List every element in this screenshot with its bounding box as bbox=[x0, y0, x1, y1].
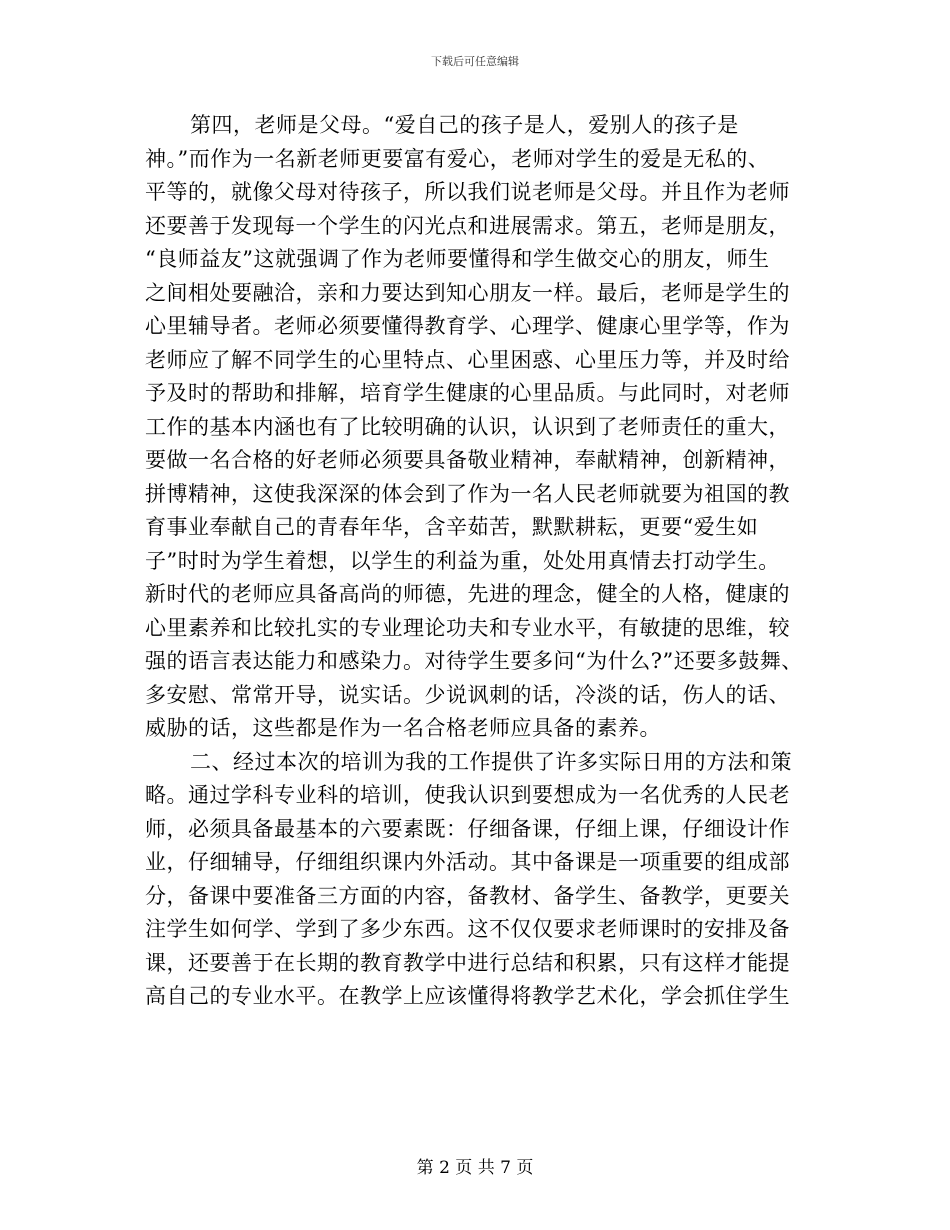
text-line: 二、经过本次的培训为我的工作提供了许多实际日用的方法和策 bbox=[190, 750, 792, 774]
page-footer: 第 2 页 共 7 页 bbox=[416, 1158, 534, 1178]
text-line: 新时代的老师应具备高尚的师德，先进的理念，健全的人格，健康的 bbox=[145, 582, 790, 606]
text-line: 育事业奉献自己的青春年华，含辛茹苦，默默耕耘，更要“爱生如 bbox=[145, 515, 759, 539]
text-line: 平等的，就像父母对待孩子，所以我们说老师是父母。并且作为老师 bbox=[145, 180, 790, 204]
text-line: 多安慰、常常开导，说实话。少说讽刺的话，冷淡的话，伤人的话、 bbox=[145, 683, 790, 707]
text-line: 分，备课中要准备三方面的内容，备教材、备学生、备教学，更要关 bbox=[145, 884, 790, 908]
text-line: 子”时时为学生着想，以学生的利益为重，处处用真情去打动学生。 bbox=[145, 549, 780, 573]
text-line: 课，还要善于在长期的教育教学中进行总结和积累，只有这样才能提 bbox=[145, 951, 790, 975]
text-line: 威胁的话，这些都是作为一名合格老师应具备的素养。 bbox=[145, 716, 661, 740]
text-line: 拼博精神，这使我深深的体会到了作为一名人民老师就要为祖国的教 bbox=[145, 482, 790, 506]
text-line: 予及时的帮助和排解，培育学生健康的心里品质。与此同时，对老师 bbox=[145, 381, 790, 405]
text-line: 略。通过学科专业科的培训，使我认识到要想成为一名优秀的人民老 bbox=[145, 783, 790, 807]
text-line: “良师益友”这就强调了作为老师要懂得和学生做交心的朋友，师生 bbox=[145, 247, 770, 271]
text-line: 还要善于发现每一个学生的闪光点和进展需求。第五，老师是朋友， bbox=[145, 214, 790, 238]
text-line: 之间相处要融洽，亲和力要达到知心朋友一样。最后，老师是学生的 bbox=[145, 281, 790, 305]
text-line: 要做一名合格的好老师必须要具备敬业精神，奉献精神，创新精神， bbox=[145, 448, 790, 472]
page-header: 下载后可任意编辑 bbox=[431, 55, 519, 68]
text-line: 业，仔细辅导，仔细组织课内外活动。其中备课是一项重要的组成部 bbox=[145, 850, 790, 874]
text-line: 注学生如何学、学到了多少东西。这不仅仅要求老师课时的安排及备 bbox=[145, 917, 790, 941]
text-line: 心里素养和比较扎实的专业理论功夫和专业水平，有敏捷的思维，较 bbox=[145, 616, 790, 640]
text-line: 神。”而作为一名新老师更要富有爱心，老师对学生的爱是无私的、 bbox=[145, 147, 770, 171]
text-line: 高自己的专业水平。在教学上应该懂得将教学艺术化，学会抓住学生 bbox=[145, 984, 790, 1008]
text-line: 老师应了解不同学生的心里特点、心里困惑、心里压力等，并及时给 bbox=[145, 348, 790, 372]
text-line: 工作的基本内涵也有了比较明确的认识，认识到了老师责任的重大， bbox=[145, 415, 790, 439]
text-line: 强的语言表达能力和感染力。对待学生要多问“为什么?”还要多鼓舞、 bbox=[145, 649, 803, 673]
text-line: 第四，老师是父母。“爱自己的孩子是人，爱别人的孩子是 bbox=[190, 113, 739, 137]
text-line: 师，必须具备最基本的六要素既：仔细备课，仔细上课，仔细设计作 bbox=[145, 817, 790, 841]
text-line: 心里辅导者。老师必须要懂得教育学、心理学、健康心里学等，作为 bbox=[145, 314, 790, 338]
